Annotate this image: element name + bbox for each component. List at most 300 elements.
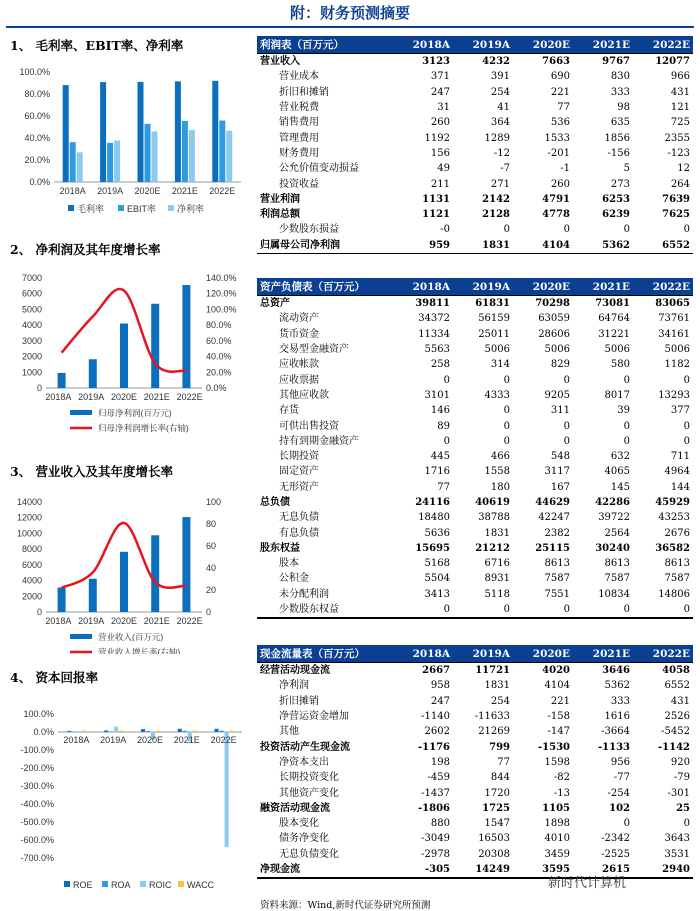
table-row <box>257 495 693 510</box>
table-row <box>257 571 693 586</box>
cell-value: 63059 <box>538 313 570 325</box>
cell-value: 77 <box>557 102 570 114</box>
table-row <box>257 192 693 207</box>
row-label: 固定资产 <box>279 466 319 478</box>
legend-swatch <box>102 881 108 887</box>
row-label: 营业利润 <box>260 193 300 205</box>
y2-tick-label: 60 <box>206 541 217 551</box>
row-label: 持有到期金融资产 <box>279 435 359 447</box>
bar <box>146 731 150 732</box>
x-tick-label: 2020E <box>110 392 138 402</box>
bar <box>107 143 113 182</box>
row-label: 无息负债 <box>279 512 319 524</box>
cell-value: 40619 <box>475 497 510 508</box>
cell-value: 958 <box>430 680 450 692</box>
x-tick-label: 2020E <box>136 735 164 745</box>
y-tick-label: 6000 <box>21 559 42 570</box>
cell-value: 45929 <box>655 497 690 508</box>
legend-swatch <box>140 881 146 887</box>
cell-value: 920 <box>670 756 690 768</box>
cell-value: -13 <box>553 787 570 799</box>
cell-value: 15695 <box>415 542 450 554</box>
table-row <box>257 418 693 433</box>
cell-value: 30240 <box>595 542 630 554</box>
cell-value: 5006 <box>544 344 570 356</box>
cell-value: 1533 <box>544 132 570 144</box>
row-label: 股本变化 <box>279 818 319 830</box>
legend-label: ROIC <box>149 880 172 890</box>
cell-value: 0 <box>503 435 510 447</box>
cell-value: 7587 <box>604 573 630 585</box>
cell-value: 198 <box>430 756 450 768</box>
y2-tick-label: 0.0% <box>206 383 227 393</box>
x-tick-label: 2021E <box>171 186 198 196</box>
table-row <box>257 207 693 222</box>
table-row <box>257 801 693 816</box>
row-label: 营业收入 <box>257 54 393 70</box>
table-row <box>257 510 693 525</box>
column-header: 2019A <box>453 645 513 663</box>
x-tick-label: 2021E <box>143 616 170 626</box>
row-label: 应收帐款 <box>279 359 319 371</box>
cell-value: 221 <box>550 86 570 98</box>
cell-value: 2355 <box>664 132 690 144</box>
cell-value: -158 <box>547 711 570 723</box>
cell-value: -1806 <box>418 802 450 814</box>
cell-value: 0 <box>623 374 630 386</box>
legend-label: 净利率 <box>177 204 205 214</box>
cell-value: 431 <box>670 695 690 707</box>
bar <box>63 85 69 182</box>
legend-label: ROA <box>111 880 131 890</box>
cell-value: 4778 <box>542 209 570 221</box>
row-label: 少数股东损益 <box>279 224 339 236</box>
row-label: 公积金 <box>279 573 309 585</box>
cell-value: 333 <box>610 86 630 98</box>
cell-value: 6239 <box>602 209 630 221</box>
bar <box>230 731 234 732</box>
cell-value: 31 <box>437 102 450 114</box>
cell-value: 98 <box>617 102 630 114</box>
cell-value: 167 <box>550 481 570 493</box>
cell-value: 2615 <box>602 864 630 875</box>
cell-value: 21269 <box>478 726 510 738</box>
cell-value: 2128 <box>482 209 510 221</box>
column-header: 2018A <box>393 645 453 663</box>
row-label: 折旧摊销 <box>279 695 319 707</box>
y2-tick-label: 0 <box>206 607 212 617</box>
row-label: 销售费用 <box>279 117 319 129</box>
cell-value: 11334 <box>418 328 450 340</box>
cell-value: 11721 <box>453 663 513 679</box>
cell-value: 7551 <box>544 588 570 600</box>
cell-value: 580 <box>610 359 630 371</box>
legend-swatch <box>118 205 124 211</box>
row-label: 无息负债变化 <box>279 848 339 860</box>
table-row <box>257 115 693 130</box>
cell-value: -459 <box>427 772 450 784</box>
cell-value: 39722 <box>598 512 630 524</box>
row-label: 债务净变化 <box>279 833 329 845</box>
table-row <box>257 85 693 100</box>
legend-label: ROE <box>73 880 93 890</box>
cell-value: 18480 <box>418 512 450 524</box>
cell-value: 844 <box>490 772 510 784</box>
cell-value: 1831 <box>484 680 510 692</box>
row-label: 融资活动现金流 <box>260 802 330 814</box>
cell-value: 20308 <box>478 848 510 860</box>
cell-value: 8613 <box>544 558 570 570</box>
cell-value: 3459 <box>544 848 570 860</box>
cell-value: 536 <box>550 117 570 129</box>
cell-value: 635 <box>610 117 630 129</box>
y-tick-label: 0.0% <box>29 177 50 187</box>
row-label: 净资本支出 <box>279 756 329 768</box>
cell-value: 7625 <box>662 209 690 221</box>
y-tick-label: 80.0% <box>24 89 50 99</box>
row-label: 净现金流 <box>260 864 300 875</box>
cell-value: 6716 <box>484 558 510 570</box>
y-tick-label: 20.0% <box>24 155 50 165</box>
cell-value: 13293 <box>658 389 690 401</box>
cell-value: 5 <box>623 163 630 175</box>
y-tick-label: 10000 <box>16 528 42 539</box>
cell-value: 1131 <box>422 193 450 205</box>
cell-value: 41 <box>497 102 510 114</box>
cell-value: 83065 <box>633 296 693 312</box>
row-label: 管理费用 <box>279 132 319 144</box>
row-label: 投资活动产生现金流 <box>260 741 350 753</box>
cell-value: 0 <box>563 420 570 432</box>
cell-value: 42247 <box>538 512 570 524</box>
cell-value: -1142 <box>658 741 690 753</box>
cell-value: 4010 <box>544 833 570 845</box>
cell-value: 254 <box>490 695 510 707</box>
cell-value: 0 <box>683 818 690 830</box>
y-tick-label: 2000 <box>21 591 42 602</box>
x-tick-label: 2021E <box>143 392 170 402</box>
balance-sheet <box>257 278 693 619</box>
y-tick-label: 40.0% <box>24 133 50 143</box>
cell-value: 247 <box>430 86 450 98</box>
column-header: 2021E <box>573 278 633 296</box>
cell-value: 4964 <box>664 466 690 478</box>
table-row <box>257 709 693 724</box>
cell-value: 1725 <box>482 802 510 814</box>
bar <box>72 732 76 733</box>
y-tick-label: 0 <box>36 383 42 393</box>
cell-value: 830 <box>610 71 630 83</box>
y-tick-label: 3000 <box>21 335 42 346</box>
cell-value: 61831 <box>453 296 513 312</box>
row-label: 有息负债 <box>279 527 319 539</box>
bar <box>120 324 128 388</box>
cell-value: 8017 <box>604 389 630 401</box>
cell-value: 5504 <box>424 573 450 585</box>
y2-tick-label: 100 <box>206 497 222 507</box>
cell-value: 145 <box>610 481 630 493</box>
table-row <box>257 602 693 617</box>
row-label: 财务费用 <box>279 147 319 159</box>
cell-value: -12 <box>493 147 510 159</box>
cell-value: -7 <box>500 163 510 175</box>
legend-swatch <box>68 205 74 211</box>
x-tick-label: 2018A <box>59 186 86 196</box>
cell-value: 0 <box>503 374 510 386</box>
cell-value: 5006 <box>604 344 630 356</box>
cell-value: -305 <box>424 864 450 875</box>
y2-tick-label: 140.0% <box>206 273 237 283</box>
bar <box>151 304 159 388</box>
cell-value: -79 <box>673 772 690 784</box>
column-header: 2018A <box>393 278 453 296</box>
column-header: 利润表（百万元） <box>257 36 393 54</box>
bar <box>152 131 158 182</box>
table-row <box>257 357 693 372</box>
cell-value: 2526 <box>664 711 690 723</box>
cell-value: 3646 <box>573 663 633 679</box>
cell-value: 14806 <box>658 588 690 600</box>
margin-chart <box>6 64 246 224</box>
table-row <box>257 372 693 387</box>
table-row <box>257 755 693 770</box>
y2-tick-label: 40.0% <box>206 351 232 362</box>
x-tick-label: 2021E <box>173 735 200 745</box>
cell-value: 1121 <box>422 209 450 221</box>
cell-value: 39 <box>617 405 630 417</box>
cell-value: 260 <box>430 117 450 129</box>
row-label: 总负债 <box>260 497 290 508</box>
row-label: 经营活动现金流 <box>257 663 393 679</box>
row-label: 股东权益 <box>260 542 300 554</box>
cell-value: 12 <box>677 163 690 175</box>
y2-tick-label: 20.0% <box>206 367 232 378</box>
bar <box>77 152 83 182</box>
cell-value: -2525 <box>601 848 630 860</box>
cell-value: 0 <box>683 420 690 432</box>
bar <box>58 587 66 612</box>
row-label: 可供出售投资 <box>279 420 339 432</box>
cell-value: 548 <box>550 451 570 463</box>
cell-value: 6552 <box>664 680 690 692</box>
table-row <box>257 130 693 145</box>
cell-value: 6552 <box>662 239 690 251</box>
y-tick-label: 4000 <box>21 575 42 586</box>
cell-value: 64764 <box>598 313 630 325</box>
section-4-title: 4、 资本回报率 <box>10 670 99 685</box>
cell-value: 264 <box>670 178 690 190</box>
cell-value: 3643 <box>664 833 690 845</box>
y-tick-label: 0 <box>36 607 42 617</box>
legend-swatch <box>168 205 174 211</box>
table-row <box>257 342 693 357</box>
cell-value: 49 <box>437 163 450 175</box>
table-row <box>257 100 693 115</box>
table-header <box>257 36 693 54</box>
cell-value: 0 <box>443 435 450 447</box>
table-row <box>257 238 693 253</box>
cell-value: -1437 <box>421 787 450 799</box>
cell-value: 9205 <box>544 389 570 401</box>
table-row <box>257 480 693 495</box>
x-tick-label: 2018A <box>45 392 72 402</box>
title-rule <box>6 26 694 28</box>
row-label: 投资收益 <box>279 178 319 190</box>
y-tick-label: -600.0% <box>20 835 54 845</box>
cell-value: 391 <box>490 71 510 83</box>
cell-value: 314 <box>490 359 510 371</box>
cell-value: 34161 <box>658 328 690 340</box>
cell-value: 5006 <box>664 344 690 356</box>
y2-tick-label: 80 <box>206 519 217 529</box>
cell-value: 7639 <box>662 193 690 205</box>
cell-value: 44629 <box>535 497 570 508</box>
cell-value: 725 <box>670 117 690 129</box>
cell-value: 0 <box>683 604 690 616</box>
table-row <box>257 464 693 479</box>
row-label: 净营运资金增加 <box>279 711 349 723</box>
cell-value: -1140 <box>421 711 450 723</box>
cell-value: -5452 <box>661 726 690 738</box>
cell-value: 0 <box>503 604 510 616</box>
cell-value: 4333 <box>484 389 510 401</box>
cell-value: 73761 <box>658 313 690 325</box>
y-tick-label: 14000 <box>16 497 42 507</box>
y-tick-label: 8000 <box>21 544 42 555</box>
table-row <box>257 770 693 785</box>
row-label: 股本 <box>279 558 299 570</box>
cell-value: 8931 <box>484 573 510 585</box>
row-label: 净利润 <box>279 680 309 692</box>
row-label: 其他 <box>279 726 299 738</box>
bar <box>120 552 128 612</box>
cell-value: 1192 <box>424 132 450 144</box>
cell-value: 0 <box>503 224 510 236</box>
row-label: 交易型金融资产 <box>279 344 349 356</box>
cell-value: 0 <box>683 374 690 386</box>
cell-value: 1558 <box>484 466 510 478</box>
wechat-logo-label: 新时代计算机 <box>548 875 627 890</box>
cell-value: 966 <box>670 71 690 83</box>
column-header: 2022E <box>633 645 693 663</box>
table-row <box>257 862 693 877</box>
cell-value: 25115 <box>535 542 570 554</box>
cell-value: 211 <box>430 178 450 190</box>
y-tick-label: -100.0% <box>20 745 54 755</box>
table-row <box>257 556 693 571</box>
table-row <box>257 449 693 464</box>
row-label: 折旧和摊销 <box>279 86 329 98</box>
cell-value: 38788 <box>478 512 510 524</box>
cell-value: 56159 <box>478 313 510 325</box>
y2-tick-label: 20 <box>206 585 217 595</box>
cell-value: 1720 <box>484 787 510 799</box>
cell-value: 25011 <box>478 328 510 340</box>
cell-value: 431 <box>670 86 690 98</box>
cell-value: -123 <box>667 147 690 159</box>
cell-value: 311 <box>550 405 570 417</box>
row-label: 少数股东权益 <box>279 604 339 616</box>
cell-value: 2564 <box>604 527 630 539</box>
cell-value: 7663 <box>513 54 573 70</box>
table-row <box>257 724 693 739</box>
cell-value: 221 <box>550 695 570 707</box>
cell-value: 4020 <box>513 663 573 679</box>
bar <box>138 82 144 182</box>
cell-value: 4104 <box>542 239 570 251</box>
cell-value: 14249 <box>475 864 510 875</box>
table-row <box>257 388 693 403</box>
cell-value: 0 <box>623 435 630 447</box>
y2-tick-label: 40 <box>206 563 217 573</box>
x-tick-label: 2018A <box>63 735 90 745</box>
table-row <box>257 222 693 237</box>
column-header: 2021E <box>573 645 633 663</box>
cell-value: 1598 <box>544 756 570 768</box>
bar <box>225 732 229 847</box>
row-label: 长期投资变化 <box>279 772 339 784</box>
y-tick-label: 2000 <box>21 351 42 362</box>
cell-value: -0 <box>440 224 450 236</box>
y-tick-label: 4000 <box>21 320 42 331</box>
table-row <box>257 678 693 693</box>
return-chart <box>6 708 246 893</box>
source-note: 资料来源：Wind,新时代证券研究所预测 <box>260 900 431 911</box>
cell-value: 466 <box>490 451 510 463</box>
cell-value: 89 <box>437 420 450 432</box>
y-tick-label: 0.0% <box>33 727 54 737</box>
cell-value: 254 <box>490 86 510 98</box>
cell-value: -11633 <box>474 711 510 723</box>
bar <box>182 121 188 182</box>
cell-value: 1831 <box>484 527 510 539</box>
bar <box>109 731 113 732</box>
cell-value: 121 <box>670 102 690 114</box>
cell-value: 260 <box>550 178 570 190</box>
row-label: 长期投资 <box>279 451 319 463</box>
cell-value: 4065 <box>604 466 630 478</box>
cell-value: 3595 <box>542 864 570 875</box>
cell-value: -77 <box>613 772 630 784</box>
cell-value: 4104 <box>544 680 570 692</box>
x-tick-label: 2019A <box>100 735 127 745</box>
row-label: 应收票据 <box>279 374 319 386</box>
bar <box>220 731 224 732</box>
legend-label: 归母净利润增长率(右轴) <box>98 423 189 433</box>
table-row <box>257 146 693 161</box>
cell-value: 377 <box>670 405 690 417</box>
bar <box>193 731 197 732</box>
cell-value: 25 <box>676 802 690 814</box>
legend-label: 营业收入增长率(右轴) <box>98 647 181 654</box>
legend-swatch <box>64 881 70 887</box>
column-header: 2020E <box>513 645 573 663</box>
row-label: 未分配利润 <box>279 588 329 600</box>
cell-value: 711 <box>670 451 690 463</box>
legend-label: 归母净利润(百万元) <box>98 408 172 418</box>
cell-value: 364 <box>490 117 510 129</box>
cell-value: 34372 <box>418 313 450 325</box>
row-label: 营业税费 <box>279 102 319 114</box>
table-row <box>257 847 693 862</box>
cell-value: 144 <box>670 481 690 493</box>
revenue-chart <box>6 494 246 654</box>
cell-value: 0 <box>563 604 570 616</box>
column-header: 2022E <box>633 36 693 54</box>
column-header: 2022E <box>633 278 693 296</box>
cell-value: 70298 <box>513 296 573 312</box>
bar <box>145 124 151 182</box>
